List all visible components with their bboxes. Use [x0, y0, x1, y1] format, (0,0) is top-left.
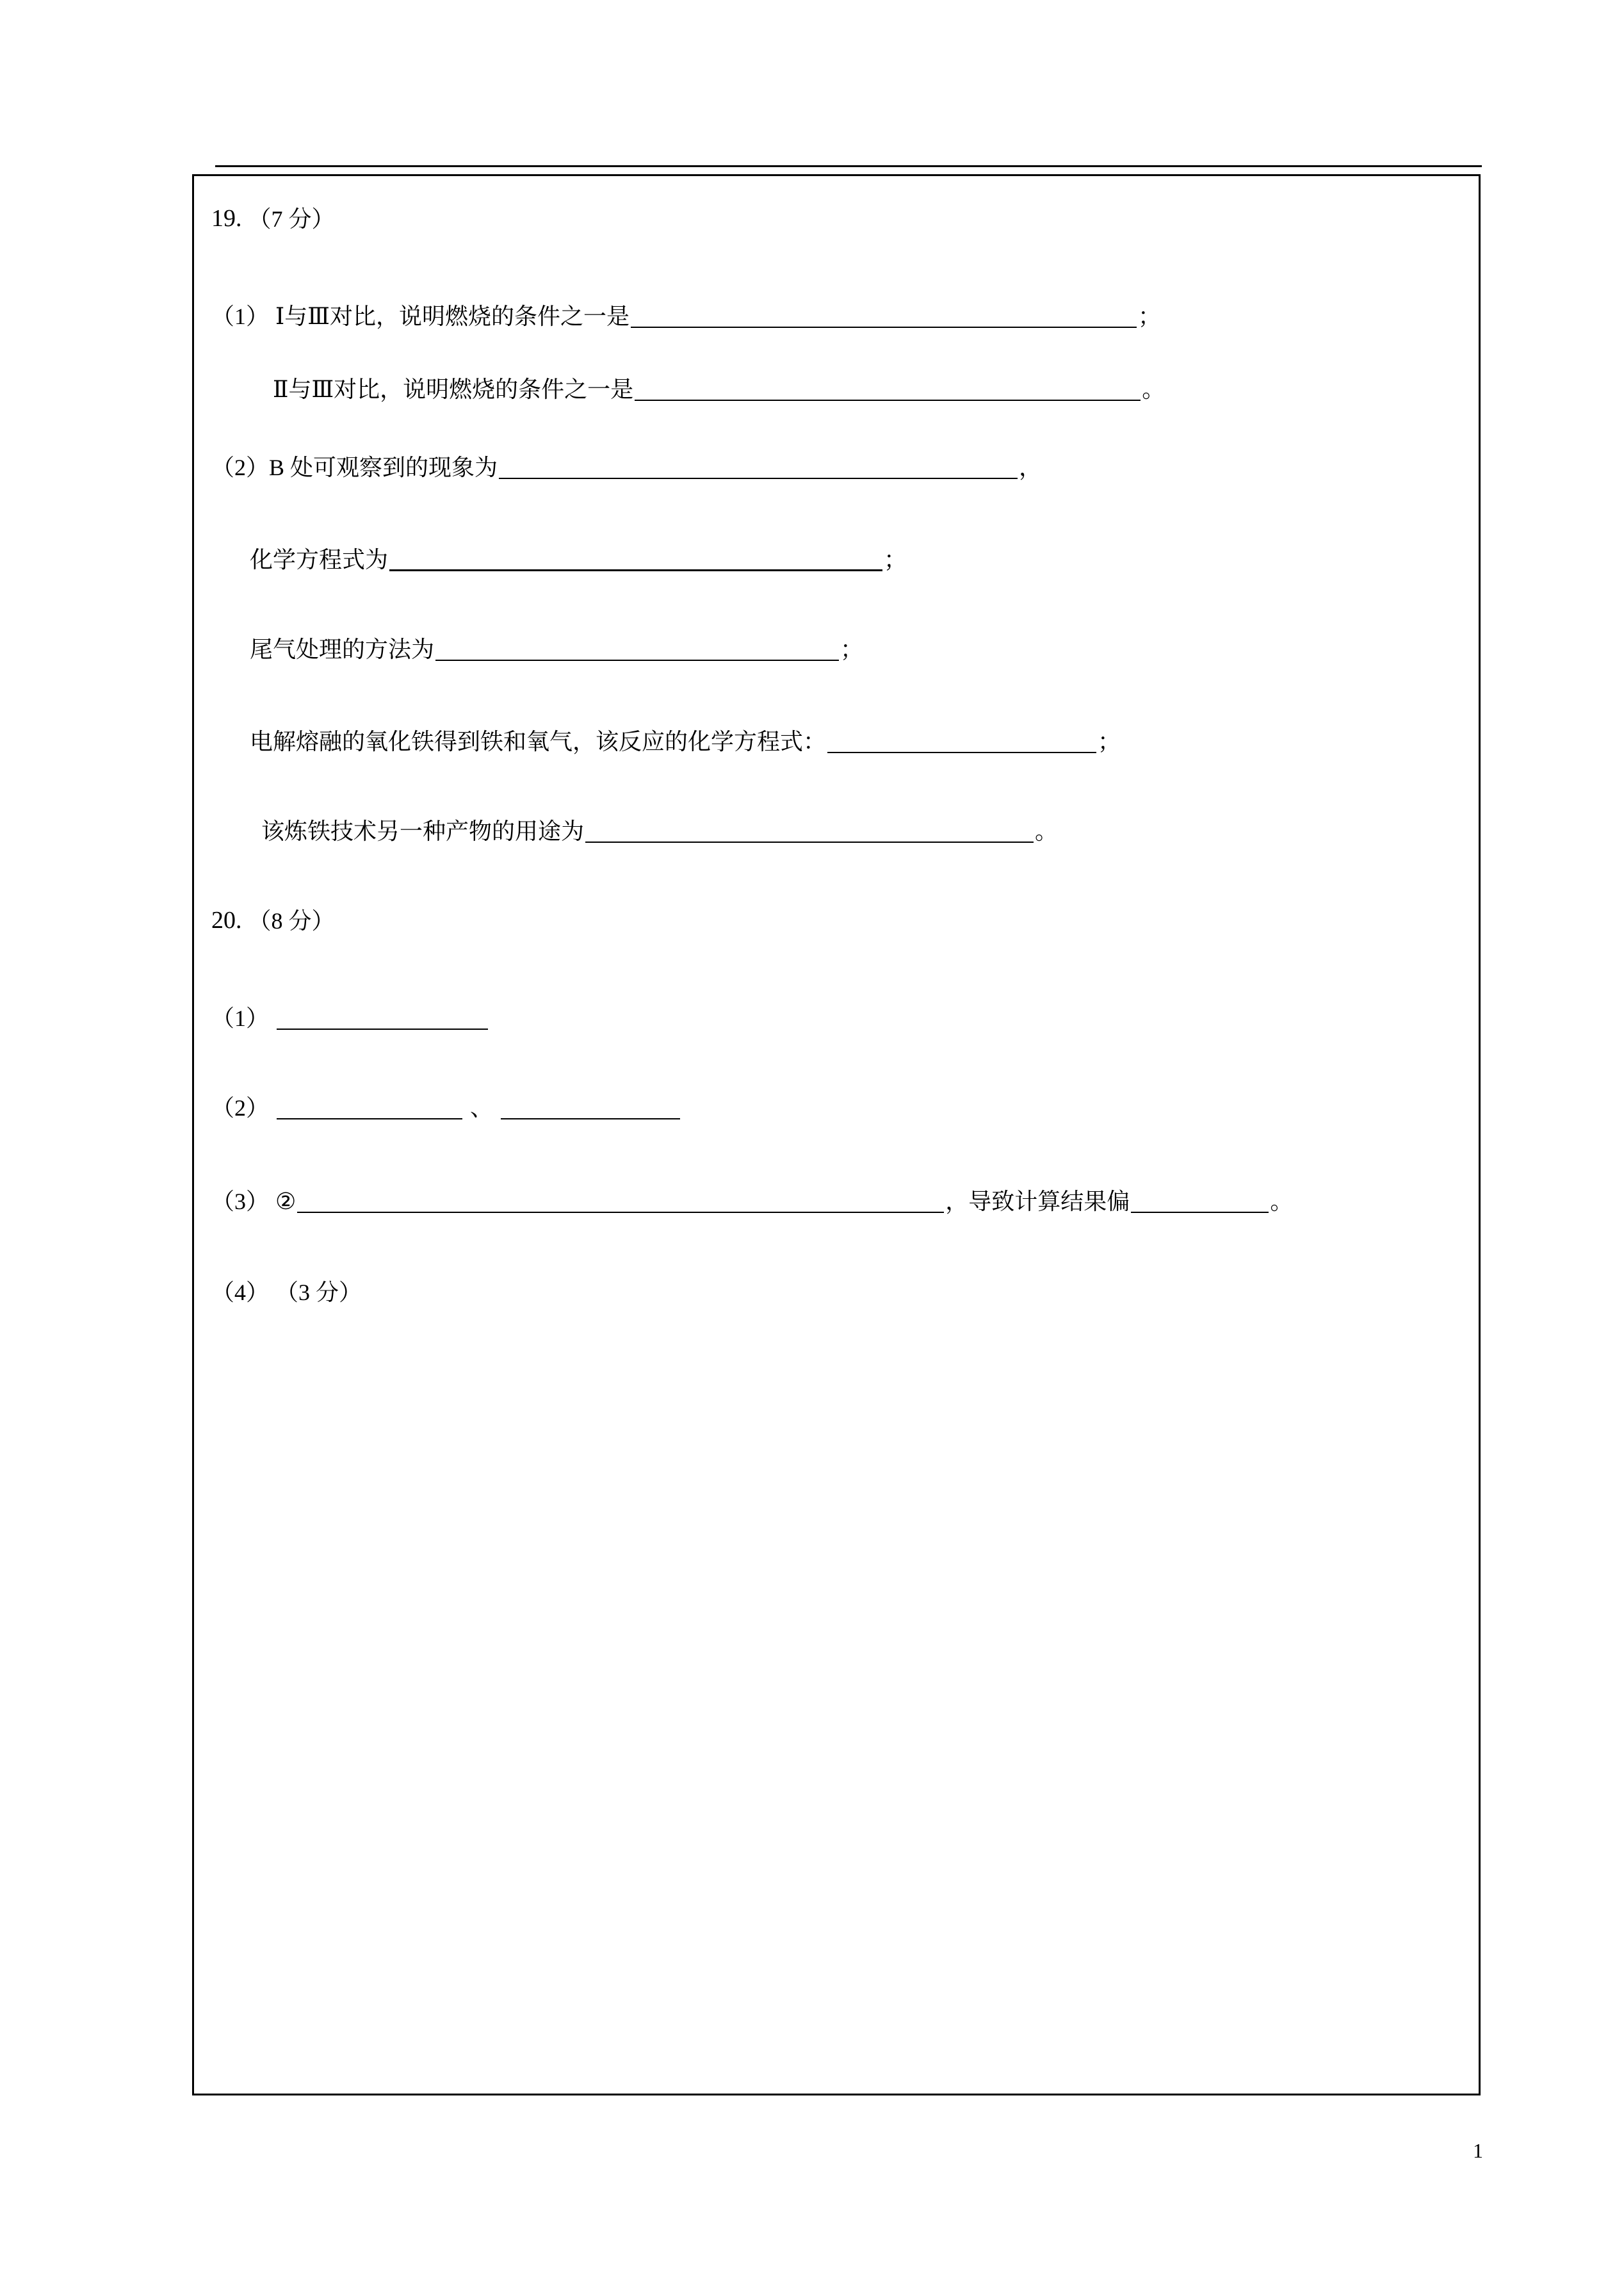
- answer-blank[interactable]: [827, 733, 1096, 753]
- item-tail: ；: [884, 547, 907, 573]
- answer-blank[interactable]: [631, 307, 1137, 328]
- answer-blank-2[interactable]: [501, 1099, 680, 1119]
- answer-blank[interactable]: [389, 550, 882, 571]
- sheet-top-rule: [215, 165, 1482, 167]
- item-label: （4）: [211, 1280, 270, 1305]
- question-20-header: [211, 908, 335, 932]
- answer-blank[interactable]: [585, 822, 1034, 843]
- item-tail: ；: [840, 637, 864, 662]
- item-tail: ，导致计算结果偏: [945, 1189, 1130, 1214]
- item-label: （2）: [211, 455, 270, 480]
- question-19-header: [211, 206, 335, 231]
- answer-blank[interactable]: [635, 380, 1141, 401]
- question-19-item-2c: [250, 638, 863, 661]
- question-20-points: （8 分）: [248, 908, 335, 934]
- item-tail: 。: [1142, 377, 1165, 402]
- item-label: （3）: [211, 1189, 270, 1214]
- item-text: （3 分）: [275, 1280, 362, 1305]
- question-19-item-1a: [211, 305, 1161, 328]
- question-20-item-4: [211, 1281, 362, 1304]
- item-text: 该炼铁技术另一种产物的用途为: [261, 818, 585, 844]
- item-separator: 、: [470, 1095, 494, 1121]
- item-text: 化学方程式为: [250, 547, 389, 573]
- question-19-item-2e: [261, 820, 1058, 843]
- question-20-item-3: [211, 1190, 1293, 1213]
- answer-blank[interactable]: [277, 1009, 488, 1030]
- answer-blank-2[interactable]: [1131, 1192, 1269, 1213]
- item-text: B 处可观察到的现象为: [269, 455, 498, 480]
- page-number: 1: [1473, 2139, 1483, 2162]
- question-19-item-2b: [250, 548, 907, 571]
- item-text: 电解熔融的氧化铁得到铁和氧气，该反应的化学方程式：: [250, 729, 827, 754]
- answer-blank[interactable]: [499, 459, 1018, 479]
- item-tail-2: 。: [1270, 1189, 1294, 1214]
- item-text: Ⅰ与Ⅲ对比，说明燃烧的条件之一是: [275, 304, 629, 329]
- item-text: Ⅱ与Ⅲ对比，说明燃烧的条件之一是: [273, 377, 634, 402]
- question-19-points: （7 分）: [248, 206, 335, 232]
- item-label: （1）: [211, 304, 270, 329]
- question-19-item-1b: [273, 378, 1165, 401]
- answer-blank[interactable]: [435, 640, 839, 661]
- question-20-item-1: [211, 1007, 489, 1030]
- item-text: ②: [275, 1189, 296, 1214]
- item-tail: ，: [1019, 455, 1043, 480]
- item-text: 尾气处理的方法为: [250, 637, 435, 662]
- question-19-item-2d: [250, 730, 1121, 753]
- answer-blank[interactable]: [277, 1099, 462, 1119]
- item-tail: ；: [1137, 304, 1161, 329]
- question-19-item-2a: [211, 456, 1042, 479]
- item-label: （2）: [211, 1095, 270, 1121]
- item-tail: 。: [1035, 818, 1059, 844]
- question-19-number: 19.: [211, 205, 242, 232]
- item-label: （1）: [211, 1005, 270, 1031]
- item-tail: ；: [1098, 729, 1121, 754]
- question-20-number: 20.: [211, 907, 242, 934]
- question-20-item-2: [211, 1096, 681, 1119]
- answer-blank[interactable]: [297, 1192, 944, 1213]
